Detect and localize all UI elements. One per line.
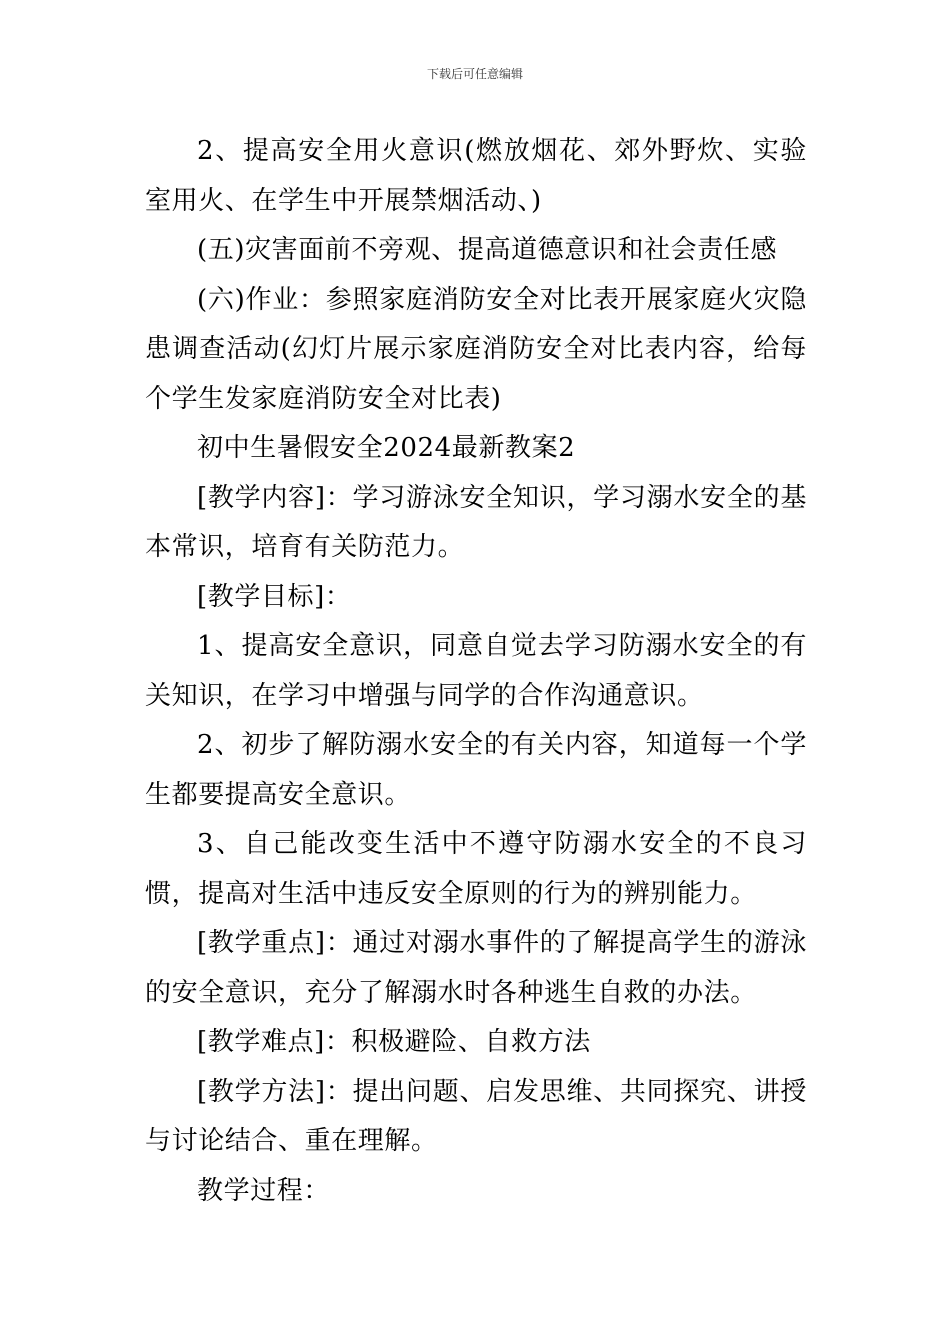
paragraph-goal-3: 3、自己能改变生活中不遵守防溺水安全的不良习惯，提高对生活中违反安全原则的行为的辨别能力。 [145,829,807,909]
paragraph-teaching-focus: [教学重点]：通过对溺水事件的了解提高学生的游泳的安全意识，充分了解溺水时各种逃生自救的办法。 [145,928,807,1008]
paragraph-goal-1: 1、提高安全意识，同意自觉去学习防溺水安全的有关知识，在学习中增强与同学的合作沟通意识。 [145,631,807,711]
paragraph-teaching-goals-heading: [教学目标]： [197,581,352,612]
paragraph-section-five: (五)灾害面前不旁观、提高道德意识和社会责任感 [197,235,778,265]
paragraph-teaching-difficulty: [教学难点]：积极避险、自救方法 [197,1027,591,1057]
paragraph-teaching-method: [教学方法]：提出问题、启发思维、共同探究、讲授与讨论结合、重在理解。 [145,1076,807,1156]
lesson-plan-title: 初中生暑假安全2024最新教案2 [197,433,576,463]
paragraph-fire-safety-item-2: 2、提高安全用火意识(燃放烟花、郊外野炊、实验室用火、在学生中开展禁烟活动、) [145,136,807,216]
document-body [145,127,807,1216]
paragraph-section-six-homework: (六)作业：参照家庭消防安全对比表开展家庭火灾隐患调查活动(幻灯片展示家庭消防安全对比表内容，给每个学生发家庭消防安全对比表) [145,284,807,414]
paragraph-teaching-process: 教学过程： [197,1175,331,1206]
page-header-note: 下载后可任意编辑 [426,67,523,81]
paragraph-teaching-content: [教学内容]：学习游泳安全知识，学习溺水安全的基本常识，培育有关防范力。 [145,482,807,562]
paragraph-goal-2: 2、初步了解防溺水安全的有关内容，知道每一个学生都要提高安全意识。 [145,730,807,810]
